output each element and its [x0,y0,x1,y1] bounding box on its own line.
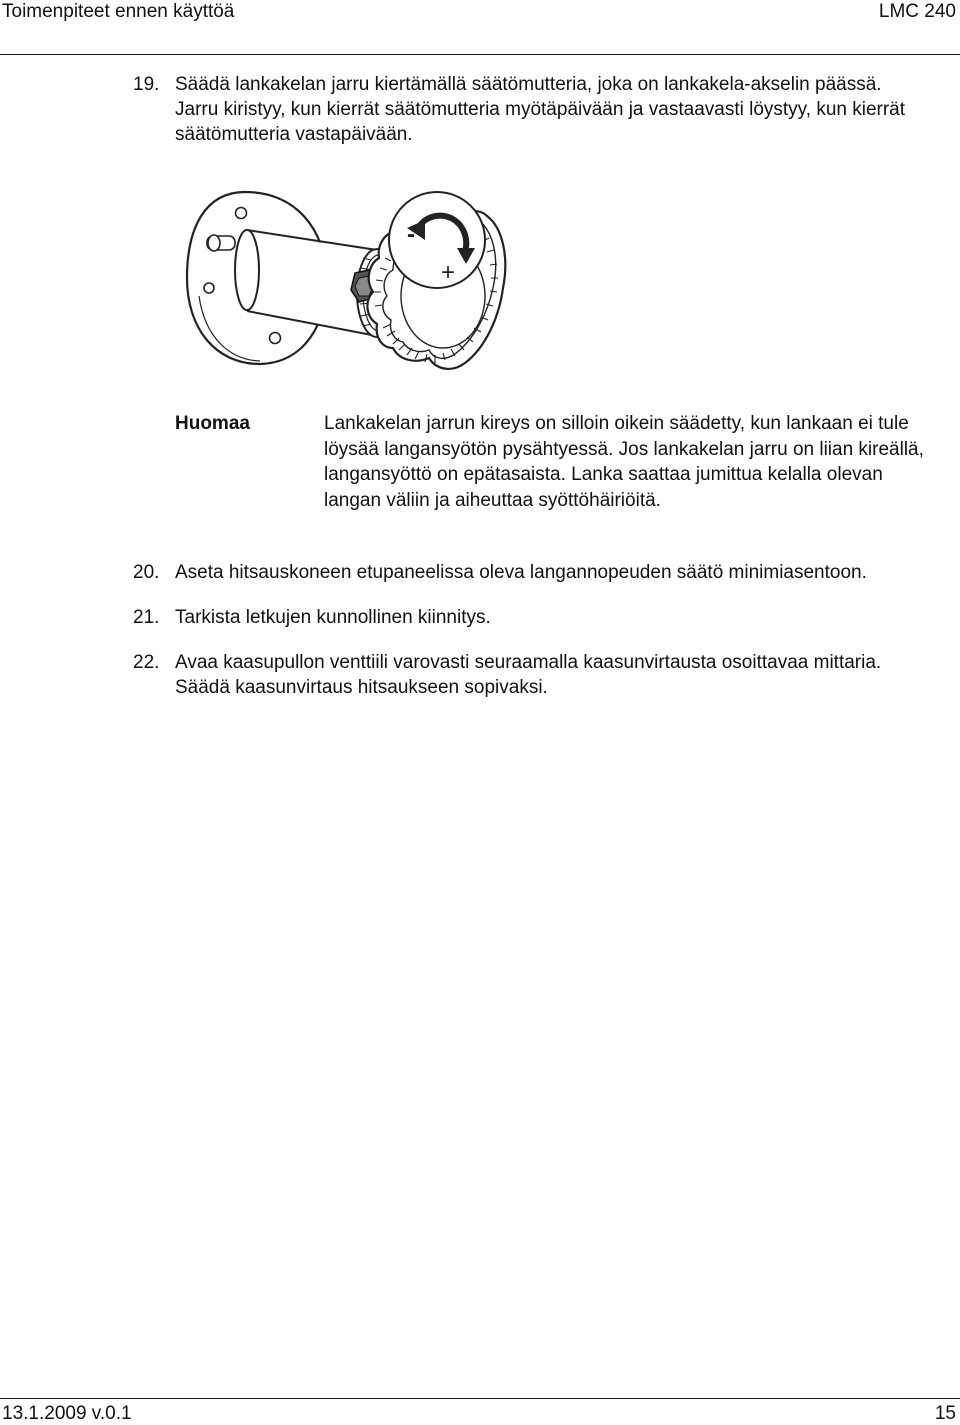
step-line: Aseta hitsauskoneen etupaneelissa oleva langannopeuden säätö minimiasentoon. [175,562,867,583]
step-number: 19. [133,74,160,95]
step-line: Avaa kaasupullon venttiili varovasti seuraamalla kaasunvirtausta osoittavaa mittaria. [175,652,882,673]
note-line: langan väliin ja aiheuttaa syöttöhäiriöitä. [324,489,661,511]
step-line: Tarkista letkujen kunnollinen kiinnitys. [175,607,491,628]
note-line: langansyöttö on epätasaista. Lanka saattaa jumittua kelalla olevan [324,464,883,485]
step-text [175,72,955,147]
step-line: Säädä lankakelan jarru kiertämällä säätömutteria, joka on lankakela-akselin päässä. [175,74,882,95]
note-text [324,411,960,513]
step-line: Säädä kaasunvirtaus hitsaukseen sopivaksi. [175,677,548,698]
step-line: säätömutteria vastapäivään. [175,124,413,145]
note-label: Huomaa [175,413,250,434]
header-model: LMC 240 [878,1,956,22]
plus-label: + [441,259,456,286]
flange-hole [236,208,247,219]
header-section-title: Toimenpiteet ennen käyttöä [2,1,235,22]
flange-hole [270,333,281,344]
step-number: 20. [133,562,160,583]
step-number: 21. [133,607,160,628]
flange-hole [204,283,214,293]
rotation-callout [389,192,485,288]
step-text [175,560,955,585]
minus-label: - [407,221,415,248]
step-text [175,650,955,700]
step-line: Jarru kiristyy, kun kierrät säätömutteria myötäpäivään ja vastaavasti löystyy, kun kierrät [175,99,906,120]
footer-version: 13.1.2009 v.0.1 [2,1403,132,1424]
note-line: löysää langansyötön pysähtyessä. Jos lankakelan jarru on liian kireällä, [324,438,924,460]
step-number: 22. [133,652,160,673]
footer-divider [0,1398,960,1399]
spool-brake-figure [185,188,510,374]
header-divider [0,54,960,55]
page-number: 15 [934,1403,956,1424]
step-text [175,605,955,630]
spool-brake-illustration [185,188,510,374]
note-line: Lankakelan jarrun kireys on silloin oikein säädetty, kun lankaan ei tule [324,413,909,434]
